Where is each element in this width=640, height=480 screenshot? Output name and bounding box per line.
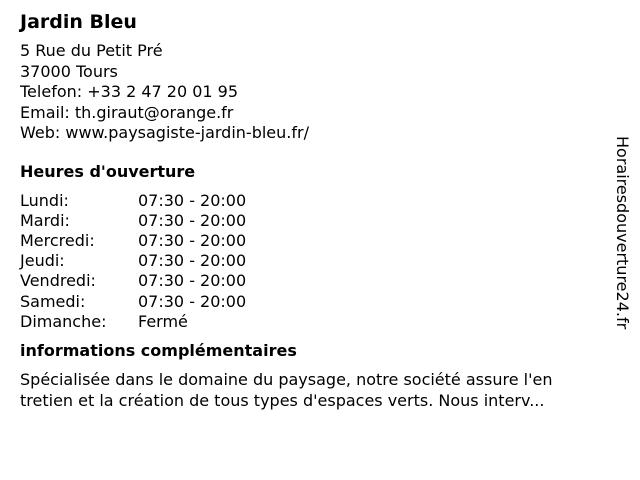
address-block bbox=[20, 41, 600, 144]
info-text-line: tretien et la création de tous types d'espaces verts. Nous interv... bbox=[20, 390, 545, 410]
day-label: Mardi: bbox=[20, 210, 70, 230]
day-label: Dimanche: bbox=[20, 311, 107, 331]
additional-info-heading: informations complémentaires bbox=[20, 340, 297, 360]
day-label: Mercredi: bbox=[20, 230, 95, 250]
day-hours: 07:30 - 20:00 bbox=[138, 271, 247, 291]
email-address: Email: th.giraut@orange.fr bbox=[20, 102, 234, 122]
phone-number: Telefon: +33 2 47 20 01 95 bbox=[20, 82, 239, 101]
day-label: Samedi: bbox=[20, 291, 86, 311]
business-card bbox=[20, 10, 600, 411]
additional-info-text bbox=[20, 369, 600, 411]
day-label: Vendredi: bbox=[20, 271, 96, 291]
day-hours: 07:30 - 20:00 bbox=[138, 291, 247, 311]
hours-row-sunday bbox=[20, 312, 600, 332]
hours-row-monday bbox=[20, 191, 600, 211]
day-hours: Fermé bbox=[138, 311, 188, 331]
opening-hours-table bbox=[20, 191, 600, 332]
day-hours: 07:30 - 20:00 bbox=[138, 210, 247, 230]
day-label: Jeudi: bbox=[20, 251, 65, 271]
day-label: Lundi: bbox=[20, 190, 69, 210]
business-name: Jardin Bleu bbox=[20, 11, 137, 33]
hours-row-saturday bbox=[20, 292, 600, 312]
info-text-line: Spécialisée dans le domaine du paysage, notre société assure l'en bbox=[20, 369, 553, 389]
website-url: Web: www.paysagiste-jardin-bleu.fr/ bbox=[20, 123, 309, 142]
hours-row-thursday bbox=[20, 251, 600, 271]
hours-row-friday bbox=[20, 271, 600, 291]
postal-city: 37000 Tours bbox=[20, 61, 118, 81]
site-watermark: Horairesdouverture24.fr bbox=[613, 136, 632, 330]
hours-row-tuesday bbox=[20, 211, 600, 231]
street-address: 5 Rue du Petit Pré bbox=[20, 41, 163, 60]
opening-hours-heading: Heures d'ouverture bbox=[20, 161, 196, 181]
day-hours: 07:30 - 20:00 bbox=[138, 190, 247, 210]
day-hours: 07:30 - 20:00 bbox=[138, 251, 247, 271]
day-hours: 07:30 - 20:00 bbox=[138, 230, 247, 250]
hours-row-wednesday bbox=[20, 231, 600, 251]
